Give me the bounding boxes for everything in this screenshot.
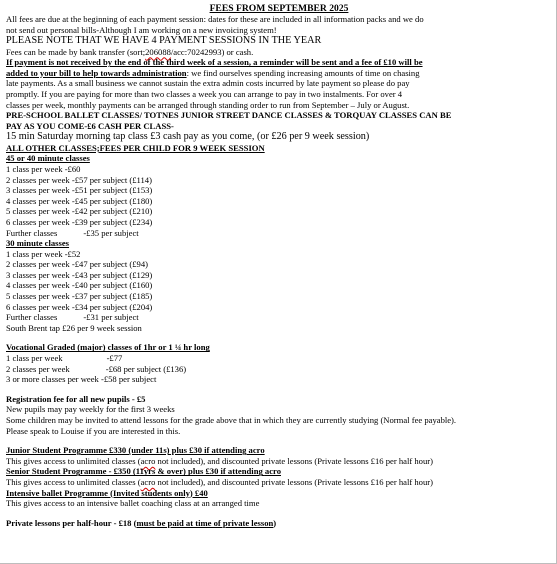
- fee-row: 5 classes per week -£42 per subject (£210): [6, 206, 153, 217]
- fee-row: 2 classes per week -£68 per subject (£136): [6, 363, 187, 374]
- fees-document: [6, 3, 552, 528]
- pay-as-you-come-line: PAY AS YOU COME-£6 CASH PER CLASS-: [6, 120, 174, 131]
- registration-line-3: Please speak to Louise if you are interested in this.: [6, 425, 181, 436]
- saturday-tap-line: 15 min Saturday morning tap class £3 cash pay as you come, (or £26 per 9 week session): [6, 131, 370, 143]
- preschool-section: [6, 110, 552, 143]
- fee-row: 3 classes per week -£51 per subject (£153): [6, 185, 153, 196]
- registration-line-1: New pupils may pay weekly for the first 3 weeks: [6, 404, 175, 415]
- payment-sessions-notice: PLEASE NOTE THAT WE HAVE 4 PAYMENT SESSIONS IN THE YEAR: [6, 35, 322, 47]
- private-lessons-line: Private lessons per half-hour - £18 (must be paid at time of private lesson): [6, 517, 277, 528]
- admin-fee-line: added to your bill to help towards administration: we find ourselves spending increasing amounts of time on chasing: [6, 67, 420, 78]
- intensive-programme-text: This gives access to an intensive ballet coaching class at an arranged time: [6, 498, 260, 509]
- fee-row: 1 class per week -£77: [6, 353, 123, 364]
- further-classes-row: Further classes -£31 per subject: [6, 312, 139, 323]
- intro-line-1: All fees are due at the beginning of each payment session: dates for these are included in all information packs and we do: [6, 14, 424, 24]
- registration-heading: Registration fee for all new pupils - £5: [6, 393, 146, 404]
- fee-row: 6 classes per week -£39 per subject (£234): [6, 216, 153, 227]
- forty-minute-section: [6, 153, 552, 238]
- senior-programme-heading: Senior Student Programme - £350 (11yrs & over) plus £30 if attending acro: [6, 466, 281, 477]
- forty-minute-heading: 45 or 40 minute classes: [6, 153, 90, 164]
- late-payment-warning: If payment is not received by the end of the third week of a session, a reminder will be sent and a fee of £10 will be: [6, 57, 423, 68]
- registration-section: [6, 394, 552, 436]
- intensive-programme-heading: Intensive ballet Programme (Invited students only) £40: [6, 487, 208, 498]
- fee-row: 1 class per week -£52: [6, 248, 81, 259]
- fee-row: 4 classes per week -£40 per subject (£160): [6, 280, 153, 291]
- intro-line-7: late payments. As a small business we cannot sustain the extra admin costs incurred by late payment so please do pay: [6, 78, 410, 89]
- fee-row: 4 classes per week -£45 per subject (£180): [6, 195, 153, 206]
- fee-row: 3 or more classes per week -£58 per subject: [6, 374, 157, 385]
- programmes-section: [6, 445, 552, 509]
- intro-line-8: promptly. If you are paying for more than two classes a week you can arrange to pay in two instalments. For over 4: [6, 88, 403, 99]
- other-classes-heading: ALL OTHER CLASSES;FEES PER CHILD FOR 9 WEEK SESSION: [6, 142, 265, 153]
- fee-row: 3 classes per week -£43 per subject (£129): [6, 269, 153, 280]
- senior-programme-text: This gives access to unlimited classes (acro not included), and discounted private lessons (Private lessons £16 per half hour): [6, 476, 433, 487]
- fee-row: 1 class per week -£60: [6, 163, 81, 174]
- fee-row: 5 classes per week -£37 per subject (£185): [6, 291, 153, 302]
- thirty-minute-heading: 30 minute classes: [6, 238, 70, 249]
- thirty-minute-section: [6, 238, 552, 333]
- intro-line-2: not send out personal bills-Although I am working on a new invoicing system!: [6, 24, 277, 35]
- south-brent-tap-line: South Brent tap £26 per 9 week session: [6, 322, 142, 333]
- sort-code: 206088: [145, 46, 171, 57]
- intro-line-9: classes per week, monthly payments can be arranged through standing order to run from September – July or August.: [6, 99, 410, 110]
- page-title: FEES FROM SEPTEMBER 2025: [209, 3, 349, 14]
- registration-line-2: Some children may be invited to attend lessons for the grade above that in which they are currently studying (Normal fee payable).: [6, 415, 457, 425]
- junior-programme-heading: Junior Student Programme £330 (under 11s) plus £30 if attending acro: [6, 445, 265, 456]
- fee-row: 2 classes per week -£47 per subject (£94): [6, 259, 148, 270]
- vocational-section: [6, 342, 552, 384]
- further-classes-row: Further classes -£35 per subject: [6, 227, 139, 238]
- bank-details-line: Fees can be made by bank transfer (sort;206088/acc:70242993) or cash.: [6, 46, 254, 57]
- fee-row: 2 classes per week -£57 per subject (£114): [6, 174, 152, 185]
- fee-row: 6 classes per week -£34 per subject (£204): [6, 301, 153, 312]
- vocational-heading: Vocational Graded (major) classes of 1hr or 1 ¼ hr long: [6, 342, 210, 353]
- junior-programme-text: This gives access to unlimited classes (acro not included), and discounted private lessons (Private lessons £16 per half hour): [6, 455, 433, 466]
- intro-section: [6, 14, 552, 110]
- preschool-heading: PRE-SCHOOL BALLET CLASSES/ TOTNES JUNIOR STREET DANCE CLASSES & TORQUAY CLASSES CAN BE: [6, 110, 452, 121]
